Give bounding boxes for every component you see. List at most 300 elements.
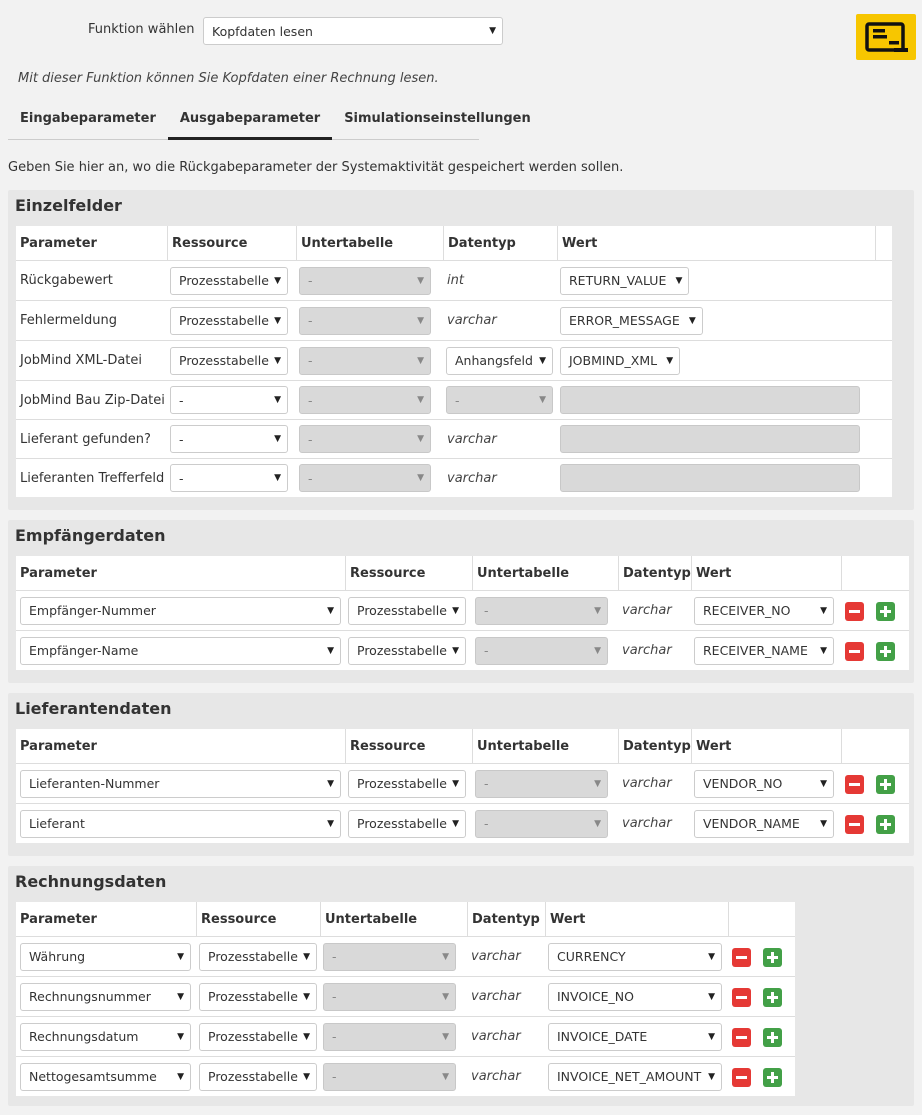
- chevron-down-icon: ▼: [452, 778, 459, 789]
- column-header: Datentyp: [618, 556, 691, 590]
- minus-icon: [736, 1036, 747, 1039]
- subtable-cell: [299, 381, 431, 419]
- chevron-down-icon: ▼: [489, 26, 496, 36]
- chevron-down-icon: ▼: [303, 1031, 310, 1042]
- subtable-select-value: -: [308, 313, 313, 328]
- chevron-down-icon: ▼: [274, 275, 281, 286]
- param-cell: [20, 459, 164, 497]
- resource-select-value: Prozesstabelle: [208, 1069, 298, 1084]
- datatype-cell: [622, 764, 672, 803]
- table-row: [16, 419, 892, 458]
- column-header: Wert: [691, 556, 841, 590]
- chevron-down-icon: ▼: [442, 1071, 449, 1082]
- einzelfelder-panel: [8, 190, 914, 510]
- subtable-cell: [475, 764, 608, 803]
- value-select-value: ERROR_MESSAGE: [569, 313, 680, 328]
- subtable-select: [323, 1063, 456, 1091]
- param-cell: [20, 1057, 191, 1096]
- resource-select-value: Prozesstabelle: [179, 353, 269, 368]
- chevron-down-icon: ▼: [417, 315, 424, 326]
- column-header: Parameter: [20, 738, 97, 754]
- function-select[interactable]: [203, 17, 503, 45]
- plus-icon-vertical: [771, 992, 774, 1003]
- chevron-down-icon: ▼: [274, 355, 281, 366]
- subtable-select: [323, 1023, 456, 1051]
- datatype-select-value: -: [455, 392, 460, 408]
- resource-select[interactable]: [348, 770, 466, 798]
- remove-row-button[interactable]: [845, 815, 864, 834]
- subtable-select-value: -: [308, 273, 313, 288]
- value-cell: [694, 631, 834, 670]
- datatype-cell: [471, 937, 521, 976]
- value-select-value: VENDOR_NAME: [703, 816, 800, 831]
- column-header: Parameter: [20, 565, 97, 581]
- chevron-down-icon: ▼: [177, 991, 184, 1002]
- tab-bar: [8, 100, 531, 140]
- param-cell: [20, 764, 341, 803]
- value-select[interactable]: [560, 307, 703, 335]
- chevron-down-icon: ▼: [594, 818, 601, 829]
- param-label: JobMind Bau Zip-Datei: [20, 392, 165, 408]
- value-select[interactable]: [548, 943, 722, 971]
- subtable-select-value: -: [484, 603, 489, 618]
- plus-icon-vertical: [771, 1032, 774, 1043]
- plus-icon-vertical: [884, 646, 887, 657]
- subtable-select: [299, 386, 431, 414]
- column-header: Datentyp: [618, 729, 691, 763]
- value-cell: [694, 804, 834, 843]
- value-select-value: INVOICE_DATE: [557, 1029, 648, 1044]
- add-row-button[interactable]: [763, 948, 782, 967]
- column-header: Wert: [557, 226, 875, 260]
- value-select[interactable]: [548, 1063, 722, 1091]
- plus-icon-vertical: [771, 1072, 774, 1083]
- param-select-value: Lieferant: [29, 816, 85, 831]
- value-select-value: RECEIVER_NO: [703, 603, 791, 618]
- lieferant-title: Lieferantendaten: [15, 699, 172, 718]
- chevron-down-icon: ▼: [177, 1031, 184, 1042]
- subtable-cell: [323, 1057, 456, 1096]
- column-header: Untertabelle: [472, 556, 618, 590]
- chevron-down-icon: ▼: [417, 355, 424, 366]
- value-cell: [694, 591, 834, 630]
- chevron-down-icon: ▼: [274, 473, 281, 483]
- param-cell: [20, 631, 341, 670]
- chevron-down-icon: ▼: [177, 1071, 184, 1082]
- param-cell: [20, 804, 341, 843]
- chevron-down-icon: ▼: [708, 991, 715, 1002]
- resource-select-value: Prozesstabelle: [357, 776, 447, 791]
- function-label: Funktion wählen: [88, 22, 195, 37]
- value-input-disabled: [560, 386, 860, 414]
- param-cell: [20, 977, 191, 1016]
- minus-icon: [849, 823, 860, 826]
- value-cell: [560, 261, 689, 300]
- param-select-value: Empfänger-Name: [29, 643, 139, 658]
- chevron-down-icon: ▼: [303, 1071, 310, 1082]
- remove-row-button[interactable]: [845, 602, 864, 621]
- param-select[interactable]: [20, 943, 191, 971]
- minus-icon: [736, 1076, 747, 1079]
- resource-cell: [170, 381, 288, 419]
- chevron-down-icon: ▼: [452, 605, 459, 616]
- resource-select-value: Prozesstabelle: [357, 603, 447, 618]
- chevron-down-icon: ▼: [452, 645, 459, 656]
- datatype-label: varchar: [471, 989, 521, 1004]
- resource-select-value: Prozesstabelle: [208, 989, 298, 1004]
- param-select-value: Nettogesamtsumme: [29, 1069, 157, 1084]
- subtable-select: [475, 810, 608, 838]
- empfaenger-table: [16, 556, 909, 670]
- resource-select-value: Prozesstabelle: [208, 1029, 298, 1044]
- value-cell: [560, 420, 860, 458]
- resource-cell: [170, 420, 288, 458]
- resource-select[interactable]: [170, 425, 288, 453]
- subtable-select-value: -: [332, 1069, 337, 1084]
- resource-cell: [199, 977, 317, 1016]
- subtable-cell: [299, 261, 431, 300]
- table-header-row: [16, 902, 795, 936]
- value-select-value: RETURN_VALUE: [569, 273, 667, 288]
- value-cell: [560, 381, 860, 419]
- datatype-select[interactable]: [446, 347, 553, 375]
- resource-select[interactable]: [199, 1023, 317, 1051]
- remove-row-button[interactable]: [732, 1028, 751, 1047]
- chevron-down-icon: ▼: [820, 645, 827, 656]
- resource-select-value: Prozesstabelle: [179, 273, 269, 288]
- add-row-button[interactable]: [876, 642, 895, 661]
- chevron-down-icon: ▼: [820, 818, 827, 829]
- resource-select[interactable]: [199, 943, 317, 971]
- column-header: Parameter: [20, 911, 97, 927]
- datatype-label: varchar: [447, 431, 497, 447]
- subtable-select-value: -: [484, 776, 489, 791]
- resource-cell: [348, 631, 466, 670]
- table-row: [16, 1016, 795, 1056]
- chevron-down-icon: ▼: [688, 315, 696, 326]
- datatype-cell: [622, 591, 672, 630]
- table-row: [16, 458, 892, 497]
- column-header: Parameter: [20, 235, 97, 251]
- value-select[interactable]: [694, 810, 834, 838]
- table-row: [16, 340, 892, 380]
- value-cell: [560, 301, 703, 340]
- datatype-cell: [471, 1057, 521, 1096]
- subtable-cell: [475, 804, 608, 843]
- minus-icon: [849, 783, 860, 786]
- resource-cell: [199, 1057, 317, 1096]
- column-header: Untertabelle: [296, 226, 443, 260]
- plus-icon-vertical: [884, 606, 887, 617]
- resource-select[interactable]: [170, 464, 288, 492]
- function-description: Mit dieser Funktion können Sie Kopfdaten einer Rechnung lesen.: [18, 71, 439, 86]
- subtable-select-value: -: [308, 470, 313, 486]
- datatype-cell: [446, 381, 553, 419]
- resource-select-value: Prozesstabelle: [179, 313, 269, 328]
- chevron-down-icon: ▼: [327, 778, 334, 789]
- param-cell: [20, 341, 142, 380]
- value-cell: [560, 459, 860, 497]
- chevron-down-icon: ▼: [303, 951, 310, 962]
- value-input-disabled: [560, 464, 860, 492]
- lieferant-panel: [8, 693, 914, 856]
- add-row-button[interactable]: [876, 602, 895, 621]
- table-header-row: [16, 729, 909, 763]
- table-row: [16, 260, 892, 300]
- resource-select[interactable]: [199, 983, 317, 1011]
- datatype-label: varchar: [622, 776, 672, 791]
- resource-cell: [348, 764, 466, 803]
- subtable-cell: [299, 420, 431, 458]
- resource-select[interactable]: [170, 267, 288, 295]
- plus-icon-vertical: [771, 952, 774, 963]
- value-select-value: VENDOR_NO: [703, 776, 783, 791]
- remove-row-button[interactable]: [845, 775, 864, 794]
- plus-icon-vertical: [884, 779, 887, 790]
- chevron-down-icon: ▼: [675, 275, 683, 286]
- datatype-cell: [447, 261, 464, 300]
- lieferant-table: [16, 729, 909, 843]
- resource-cell: [170, 301, 288, 340]
- table-header-row: [16, 226, 892, 260]
- value-select[interactable]: [548, 983, 722, 1011]
- subtable-select: [299, 425, 431, 453]
- datatype-cell: [447, 301, 497, 340]
- subtable-select-value: -: [332, 989, 337, 1004]
- subtable-cell: [299, 301, 431, 340]
- value-select[interactable]: [694, 770, 834, 798]
- resource-cell: [348, 804, 466, 843]
- remove-row-button[interactable]: [732, 948, 751, 967]
- resource-select-value: Prozesstabelle: [357, 816, 447, 831]
- param-label: Rückgabewert: [20, 273, 113, 288]
- subtable-select: [475, 597, 608, 625]
- value-select[interactable]: [548, 1023, 722, 1051]
- chevron-down-icon: ▼: [442, 1031, 449, 1042]
- rechnung-panel: [8, 866, 914, 1106]
- chevron-down-icon: ▼: [417, 434, 424, 444]
- param-label: Lieferanten Trefferfeld: [20, 470, 165, 486]
- table-row: [16, 763, 909, 803]
- subtable-cell: [323, 937, 456, 976]
- datatype-cell: [471, 1017, 521, 1056]
- param-select[interactable]: [20, 1063, 191, 1091]
- column-header: Untertabelle: [472, 729, 618, 763]
- einzelfelder-title: Einzelfelder: [15, 196, 122, 215]
- chevron-down-icon: ▼: [442, 951, 449, 962]
- remove-row-button[interactable]: [732, 1068, 751, 1087]
- document-icon: [856, 14, 916, 60]
- subtable-select: [475, 770, 608, 798]
- param-select[interactable]: [20, 770, 341, 798]
- add-row-button[interactable]: [876, 775, 895, 794]
- column-header: Ressource: [167, 226, 296, 260]
- resource-select-value: -: [179, 470, 184, 486]
- column-header: Datentyp: [443, 226, 557, 260]
- tab-ausgabeparameter[interactable]: Ausgabeparameter: [168, 100, 332, 140]
- subtable-cell: [323, 977, 456, 1016]
- value-cell: [548, 977, 722, 1016]
- value-input-disabled: [560, 425, 860, 453]
- datatype-label: varchar: [622, 643, 672, 658]
- datatype-label: varchar: [471, 1029, 521, 1044]
- value-cell: [548, 1017, 722, 1056]
- add-row-button[interactable]: [763, 1068, 782, 1087]
- function-select-value: Kopfdaten lesen: [212, 23, 313, 39]
- chevron-down-icon: ▼: [594, 605, 601, 616]
- value-cell: [548, 1057, 722, 1096]
- datatype-label: varchar: [471, 1069, 521, 1084]
- param-label: Lieferant gefunden?: [20, 431, 151, 447]
- logo: [856, 14, 916, 60]
- info-text: Geben Sie hier an, wo die Rückgabeparameter der Systemaktivität gespeichert werden sollen.: [8, 160, 624, 175]
- param-cell: [20, 937, 191, 976]
- einzelfelder-table: [16, 226, 892, 497]
- datatype-cell: [446, 341, 553, 380]
- chevron-down-icon: ▼: [417, 473, 424, 483]
- remove-row-button[interactable]: [845, 642, 864, 661]
- datatype-label: varchar: [622, 603, 672, 618]
- value-select-value: JOBMIND_XML: [569, 353, 658, 368]
- subtable-cell: [299, 459, 431, 497]
- param-select[interactable]: [20, 1023, 191, 1051]
- resource-cell: [170, 341, 288, 380]
- value-select-value: INVOICE_NO: [557, 989, 634, 1004]
- chevron-down-icon: ▼: [539, 395, 546, 405]
- rechnung-table: [16, 902, 795, 1096]
- subtable-select: [299, 307, 431, 335]
- chevron-down-icon: ▼: [539, 355, 546, 366]
- value-select[interactable]: [694, 637, 834, 665]
- rechnung-title: Rechnungsdaten: [15, 872, 167, 891]
- param-cell: [20, 261, 113, 300]
- empfaenger-panel: [8, 520, 914, 683]
- param-select-value: Lieferanten-Nummer: [29, 776, 160, 791]
- chevron-down-icon: ▼: [708, 1071, 715, 1082]
- param-select[interactable]: [20, 810, 341, 838]
- datatype-label: varchar: [447, 313, 497, 328]
- add-row-button[interactable]: [763, 1028, 782, 1047]
- resource-cell: [348, 591, 466, 630]
- resource-cell: [199, 937, 317, 976]
- param-select-value: Empfänger-Nummer: [29, 603, 156, 618]
- column-header: Datentyp: [467, 902, 545, 936]
- resource-select[interactable]: [170, 386, 288, 414]
- value-cell: [548, 937, 722, 976]
- resource-select[interactable]: [348, 597, 466, 625]
- value-select[interactable]: [560, 347, 680, 375]
- datatype-cell: [447, 459, 497, 497]
- chevron-down-icon: ▼: [452, 818, 459, 829]
- subtable-select: [299, 267, 431, 295]
- resource-cell: [170, 261, 288, 300]
- table-row: [16, 300, 892, 340]
- resource-select[interactable]: [170, 347, 288, 375]
- subtable-select: [323, 983, 456, 1011]
- subtable-select-value: -: [332, 949, 337, 964]
- chevron-down-icon: ▼: [442, 991, 449, 1002]
- table-row: [16, 590, 909, 630]
- subtable-select-value: -: [308, 392, 313, 408]
- chevron-down-icon: ▼: [177, 951, 184, 962]
- resource-select[interactable]: [348, 810, 466, 838]
- resource-select[interactable]: [199, 1063, 317, 1091]
- chevron-down-icon: ▼: [708, 951, 715, 962]
- datatype-label: varchar: [622, 816, 672, 831]
- minus-icon: [736, 996, 747, 999]
- resource-select[interactable]: [170, 307, 288, 335]
- subtable-select: [475, 637, 608, 665]
- add-row-button[interactable]: [876, 815, 895, 834]
- resource-select[interactable]: [348, 637, 466, 665]
- remove-row-button[interactable]: [732, 988, 751, 1007]
- plus-icon-vertical: [884, 819, 887, 830]
- datatype-label: varchar: [471, 949, 521, 964]
- param-select[interactable]: [20, 637, 341, 665]
- param-select[interactable]: [20, 597, 341, 625]
- subtable-cell: [299, 341, 431, 380]
- column-header: Ressource: [345, 556, 472, 590]
- param-select[interactable]: [20, 983, 191, 1011]
- minus-icon: [849, 650, 860, 653]
- chevron-down-icon: ▼: [303, 991, 310, 1002]
- datatype-cell: [622, 804, 672, 843]
- chevron-down-icon: ▼: [594, 778, 601, 789]
- param-label: Fehlermeldung: [20, 313, 117, 328]
- tab-eingabeparameter[interactable]: Eingabeparameter: [20, 111, 156, 126]
- param-cell: [20, 420, 151, 458]
- chevron-down-icon: ▼: [820, 605, 827, 616]
- resource-cell: [199, 1017, 317, 1056]
- table-row: [16, 936, 795, 976]
- datatype-cell: [447, 420, 497, 458]
- chevron-down-icon: ▼: [327, 645, 334, 656]
- subtable-select-value: -: [308, 353, 313, 368]
- tab-simulationseinstellungen[interactable]: Simulationseinstellungen: [344, 111, 531, 126]
- datatype-label: int: [447, 273, 464, 288]
- param-select-value: Rechnungsdatum: [29, 1029, 139, 1044]
- param-select-value: Rechnungsnummer: [29, 989, 151, 1004]
- table-row: [16, 380, 892, 419]
- chevron-down-icon: ▼: [594, 645, 601, 656]
- table-row: [16, 630, 909, 670]
- value-select-value: INVOICE_NET_AMOUNT: [557, 1069, 702, 1084]
- table-row: [16, 1056, 795, 1096]
- table-row: [16, 803, 909, 843]
- subtable-cell: [475, 631, 608, 670]
- chevron-down-icon: ▼: [327, 605, 334, 616]
- chevron-down-icon: ▼: [274, 315, 281, 326]
- param-cell: [20, 381, 165, 419]
- subtable-select: [299, 347, 431, 375]
- resource-select-value: Prozesstabelle: [208, 949, 298, 964]
- param-select-value: Währung: [29, 949, 86, 964]
- param-cell: [20, 591, 341, 630]
- column-header: Wert: [691, 729, 841, 763]
- resource-select-value: Prozesstabelle: [357, 643, 447, 658]
- empfaenger-title: Empfängerdaten: [15, 526, 166, 545]
- param-cell: [20, 1017, 191, 1056]
- chevron-down-icon: ▼: [708, 1031, 715, 1042]
- value-select-value: CURRENCY: [557, 949, 626, 964]
- datatype-select: [446, 386, 553, 414]
- value-select[interactable]: [560, 267, 689, 295]
- value-select[interactable]: [694, 597, 834, 625]
- chevron-down-icon: ▼: [666, 355, 674, 366]
- table-row: [16, 976, 795, 1016]
- add-row-button[interactable]: [763, 988, 782, 1007]
- value-cell: [560, 341, 680, 380]
